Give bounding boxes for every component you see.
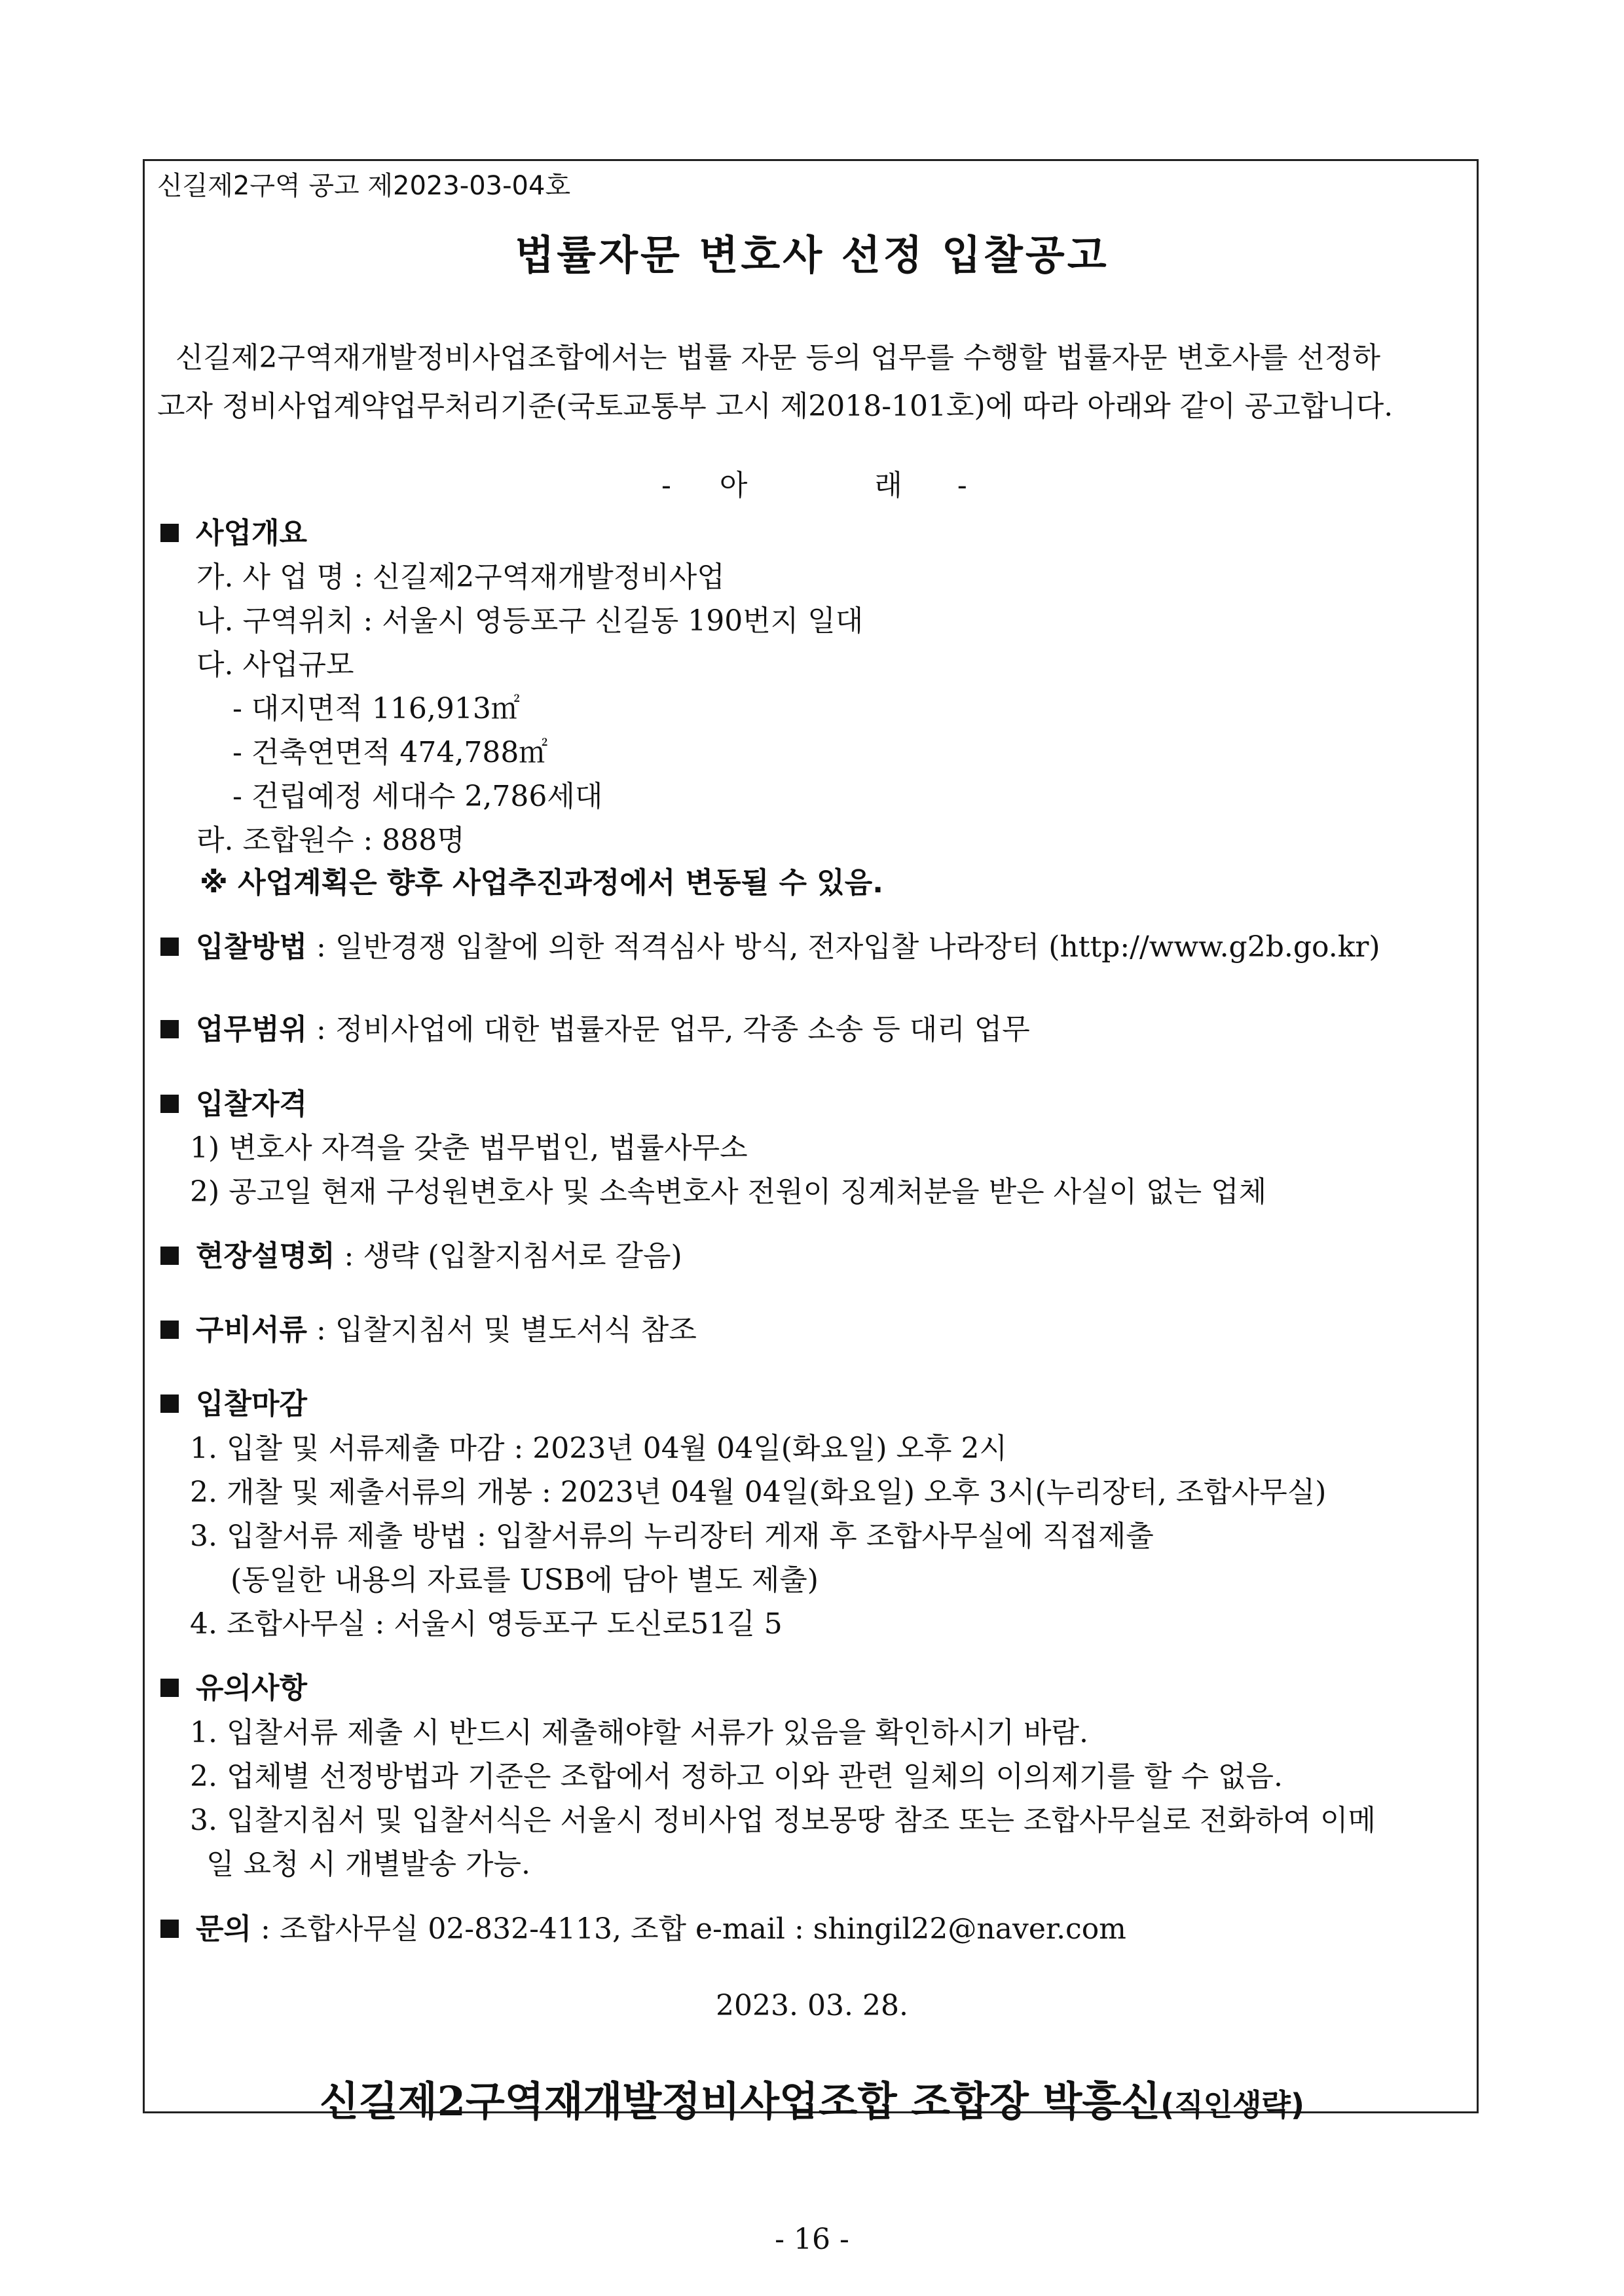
qualification-item: 1) 변호사 자격을 갖춘 법무법인, 법률사무소: [190, 1131, 748, 1165]
square-bullet-icon: [160, 938, 179, 956]
signer-line: [0, 2069, 1624, 2127]
caution-item-cont: 일 요청 시 개별발송 가능.: [206, 1848, 530, 1881]
intro-line-1: 신길제2구역재개발정비사업조합에서는 법률 자문 등의 업무를 수행할 법률자문 변호사를 선정하: [175, 341, 1381, 374]
section-deadline: [160, 1380, 307, 1422]
square-bullet-icon: [160, 524, 179, 542]
section-heading: 사업개요: [196, 517, 308, 550]
arae-rae: 래: [874, 469, 902, 502]
section-text: : 정비사업에 대한 법률자문 업무, 각종 소송 등 대리 업무: [307, 1013, 1030, 1046]
section-qualification: [160, 1080, 307, 1122]
section-text: : 조합사무실 02-832-4113, 조합 e-mail : shingil22@naver.com: [251, 1912, 1126, 1946]
overview-item: 다. 사업규모: [196, 648, 354, 682]
section-cautions: [160, 1664, 307, 1706]
caution-item: 3. 입찰지침서 및 입찰서식은 서울시 정비사업 정보몽땅 참조 또는 조합사무실로 전화하여 이메: [190, 1804, 1376, 1837]
section-heading: 업무범위: [196, 1013, 308, 1046]
square-bullet-icon: [160, 1920, 179, 1938]
qualification-item: 2) 공고일 현재 구성원변호사 및 소속변호사 전원이 징계처분을 받은 사실이 없는 업체: [190, 1175, 1267, 1209]
caution-item: 1. 입찰서류 제출 시 반드시 제출해야할 서류가 있음을 확인하시기 바람.: [190, 1716, 1088, 1749]
deadline-item: 2. 개찰 및 제출서류의 개봉 : 2023년 04월 04일(화요일) 오후 3시(누리장터, 조합사무실): [190, 1476, 1327, 1509]
intro-paragraph: [157, 334, 1467, 431]
notice-date: 2023. 03. 28.: [716, 1989, 908, 2022]
notice-number: 신길제2구역 공고 제2023-03-04호: [157, 171, 571, 201]
square-bullet-icon: [160, 1247, 179, 1265]
signer-name: 신길제2구역재개발정비사업조합 조합장 박흥신: [320, 2077, 1161, 2125]
arae-heading: [661, 462, 967, 503]
section-heading: 구비서류: [196, 1313, 308, 1347]
overview-subitem: - 건립예정 세대수 2,786세대: [232, 780, 603, 813]
overview-note: ※ 사업계획은 향후 사업추진과정에서 변동될 수 있음.: [200, 866, 883, 900]
page-number: - 16 -: [775, 2223, 849, 2256]
section-scope: [160, 1006, 1030, 1048]
square-bullet-icon: [160, 1394, 179, 1413]
deadline-item: 4. 조합사무실 : 서울시 영등포구 도신로51길 5: [190, 1607, 783, 1641]
section-heading: 입찰방법: [196, 930, 308, 964]
square-bullet-icon: [160, 1020, 179, 1038]
overview-item: 가. 사 업 명 : 신길제2구역재개발정비사업: [196, 560, 725, 594]
section-heading: 입찰마감: [196, 1387, 308, 1421]
section-heading: 현장설명회: [196, 1239, 335, 1273]
section-heading: 문의: [196, 1912, 252, 1946]
arae-dash-left: -: [661, 469, 671, 502]
square-bullet-icon: [160, 1321, 179, 1339]
caution-item: 2. 업체별 선정방법과 기준은 조합에서 정하고 이와 관련 일체의 이의제기를 할 수 없음.: [190, 1760, 1283, 1793]
intro-line-2: 고자 정비사업계약업무처리기준(국토교통부 고시 제2018-101호)에 따라 아래와 같이 공고합니다.: [157, 390, 1393, 423]
section-method: [160, 923, 1380, 965]
section-documents: [160, 1306, 697, 1348]
arae-a: 아: [719, 469, 748, 502]
section-text: : 생략 (입찰지침서로 갈음): [335, 1239, 682, 1273]
overview-item: 나. 구역위치 : 서울시 영등포구 신길동 190번지 일대: [196, 604, 864, 638]
section-briefing: [160, 1232, 682, 1274]
section-contact: [160, 1905, 1126, 1947]
section-text: : 입찰지침서 및 별도서식 참조: [307, 1313, 697, 1347]
deadline-item: 3. 입찰서류 제출 방법 : 입찰서류의 누리장터 게재 후 조합사무실에 직접제출: [190, 1520, 1154, 1553]
section-heading: 입찰자격: [196, 1087, 308, 1121]
deadline-item-cont: (동일한 내용의 자료를 USB에 담아 별도 제출): [231, 1563, 819, 1597]
seal-omitted: (직인생략): [1160, 2087, 1304, 2123]
section-overview: [160, 509, 307, 551]
deadline-item: 1. 입찰 및 서류제출 마감 : 2023년 04월 04일(화요일) 오후 2시: [190, 1432, 1008, 1465]
overview-item: 라. 조합원수 : 888명: [196, 824, 465, 857]
square-bullet-icon: [160, 1095, 179, 1113]
section-text: : 일반경쟁 입찰에 의한 적격심사 방식, 전자입찰 나라장터 (http://www.g2b.go.kr): [307, 930, 1380, 964]
overview-subitem: - 대지면적 116,913㎡: [232, 692, 520, 725]
page-title: 법률자문 변호사 선정 입찰공고: [515, 231, 1109, 279]
section-heading: 유의사항: [196, 1671, 308, 1705]
square-bullet-icon: [160, 1679, 179, 1697]
arae-dash-right: -: [957, 469, 967, 502]
overview-subitem: - 건축연면적 474,788㎡: [232, 736, 548, 769]
